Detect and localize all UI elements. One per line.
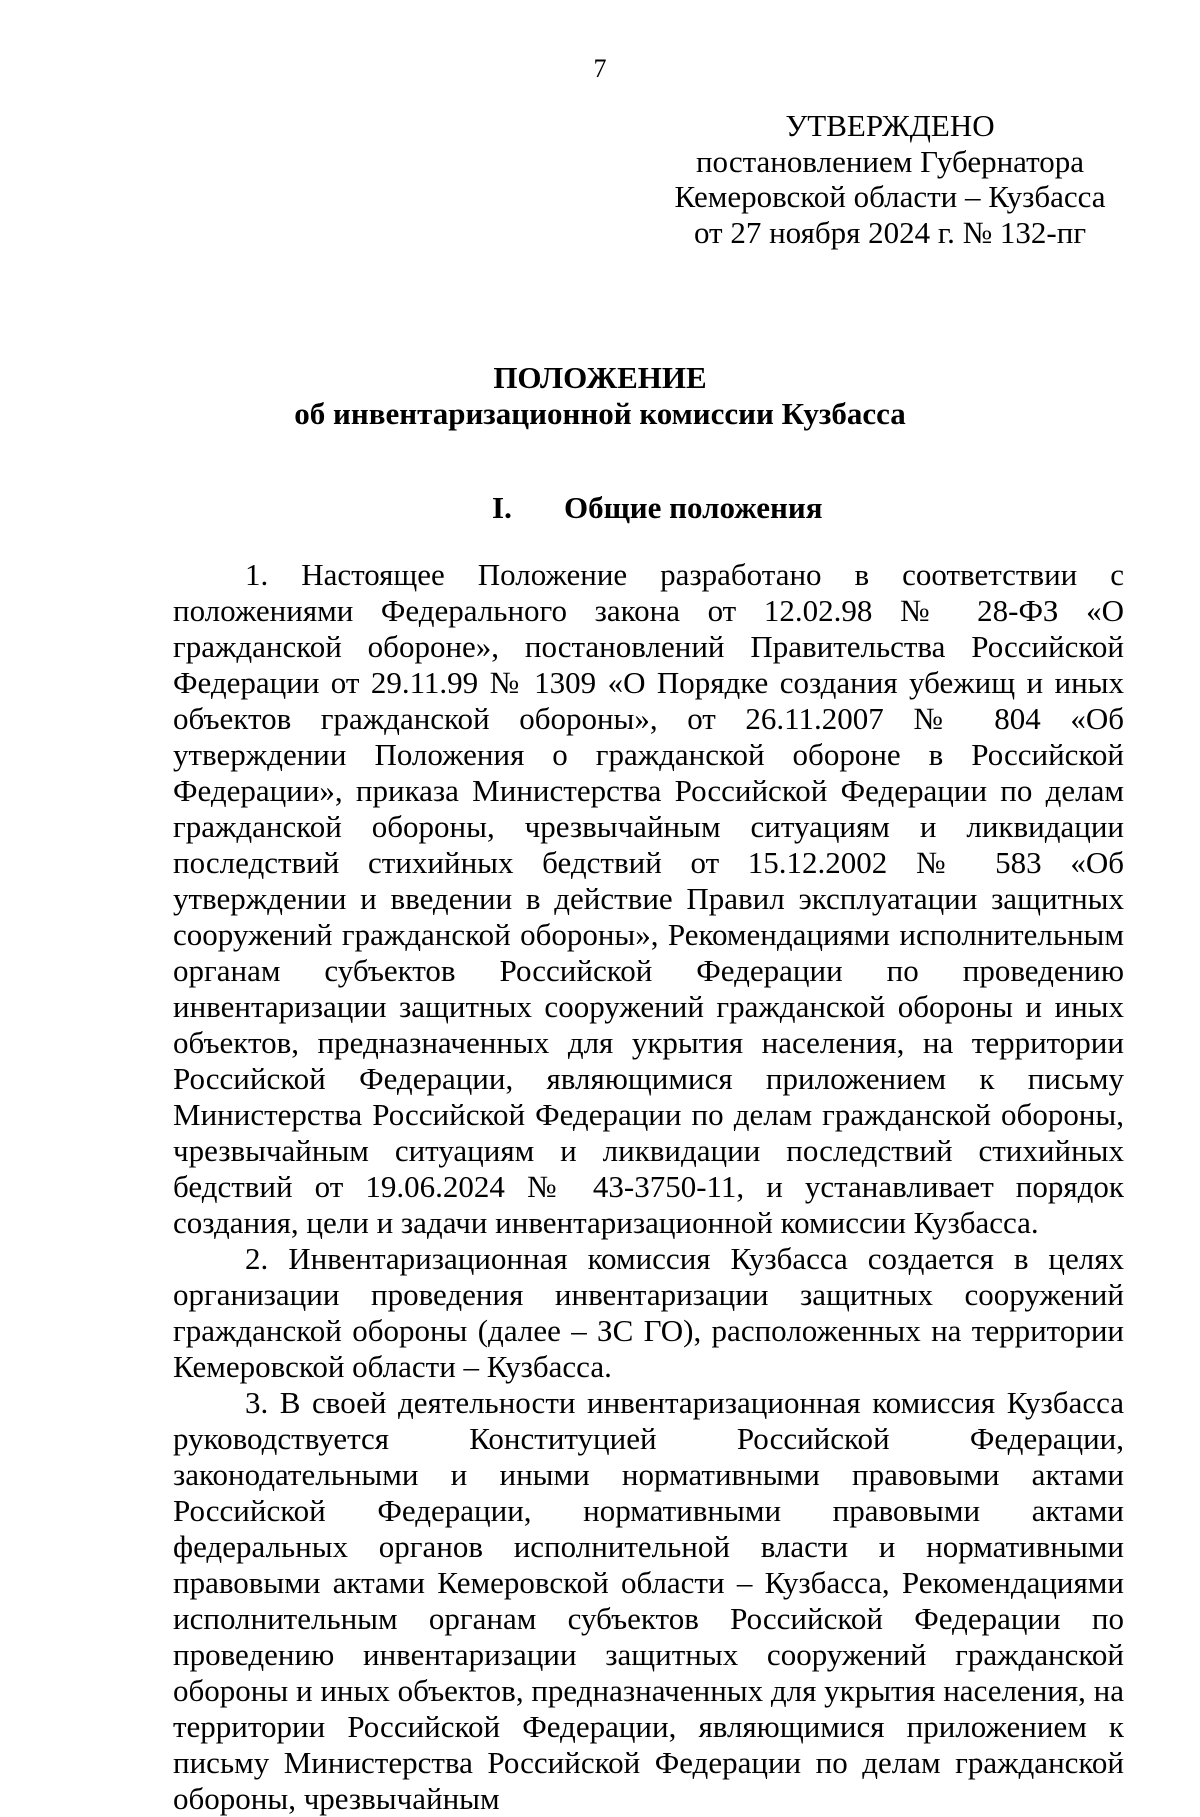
section-title: Общие положения [564,490,823,525]
approval-line: Кемеровской области – Кузбасса [674,179,1106,214]
approval-stamp [660,108,1120,250]
approval-date: от 27 ноября 2024 г. № 132-пг [693,214,1087,250]
document-title-block [0,360,1200,432]
document-title: ПОЛОЖЕНИЕ [493,360,707,395]
paragraph-2: 2. Инвентаризационная комиссия Кузбасса создается в целях организации проведения инвентаризации защитных сооружений гражданской обороны (далее – ЗС ГО), расположенных на территории Кемеровской области – Кузбасса. [173,1241,1124,1384]
approval-line: постановлением Губернатора [695,143,1085,179]
document-body [173,557,1124,1817]
document-subtitle: об инвентаризационной комиссии Кузбасса [294,396,906,431]
approval-heading: УТВЕРЖДЕНО [785,108,995,143]
paragraph-3: 3. В своей деятельности инвентаризационная комиссия Кузбасса руководствуется Конституцией Российской Федерации, законодательными и иными нормативными правовыми актами Российской Федерации, нормативными правовыми актами федеральных органов исполнительной власти и нормативными правовыми актами Кемеровской области – Кузбасса, Рекомендациями исполнительным органам субъектов Российской Федерации по проведению инвентаризации защитных сооружений гражданской обороны и иных объектов, предназначенных для укрытия населения, на территории Российской Федерации, являющимися приложением к письму Министерства Российской Федерации по делам гражданской обороны, чрезвычайным [173,1385,1124,1816]
section-number: I. [492,490,512,525]
page-number: 7 [593,54,607,83]
paragraph-1: 1. Настоящее Положение разработано в соответствии с положениями Федерального закона от 12.02.98 № 28-ФЗ «О гражданской обороне», постановлений Правительства Российской Федерации от 29.11.99 № 1309 «О Порядке создания убежищ и иных объектов гражданской обороны», от 26.11.2007 № 804 «Об утверждении Положения о гражданской обороне в Российской Федерации», приказа Министерства Российской Федерации по делам гражданской обороны, чрезвычайным ситуациям и ликвидации последствий стихийных бедствий от 15.12.2002 № 583 «Об утверждении и введении в действие Правил эксплуатации защитных сооружений гражданской обороны», Рекомендациями исполнительным органам субъектов Российской Федерации по проведению инвентаризации защитных сооружений гражданской обороны и иных объектов, предназначенных для укрытия населения, на территории Российской Федерации, являющимися приложением к письму Министерства Российской Федерации по делам гражданской обороны, чрезвычайным ситуациям и ликвидации последствий стихийных бедствий от 19.06.2024 № 43-3750-11, и устанавливает порядок создания, цели и задачи инвентаризационной комиссии Кузбасса. [173,557,1124,1240]
